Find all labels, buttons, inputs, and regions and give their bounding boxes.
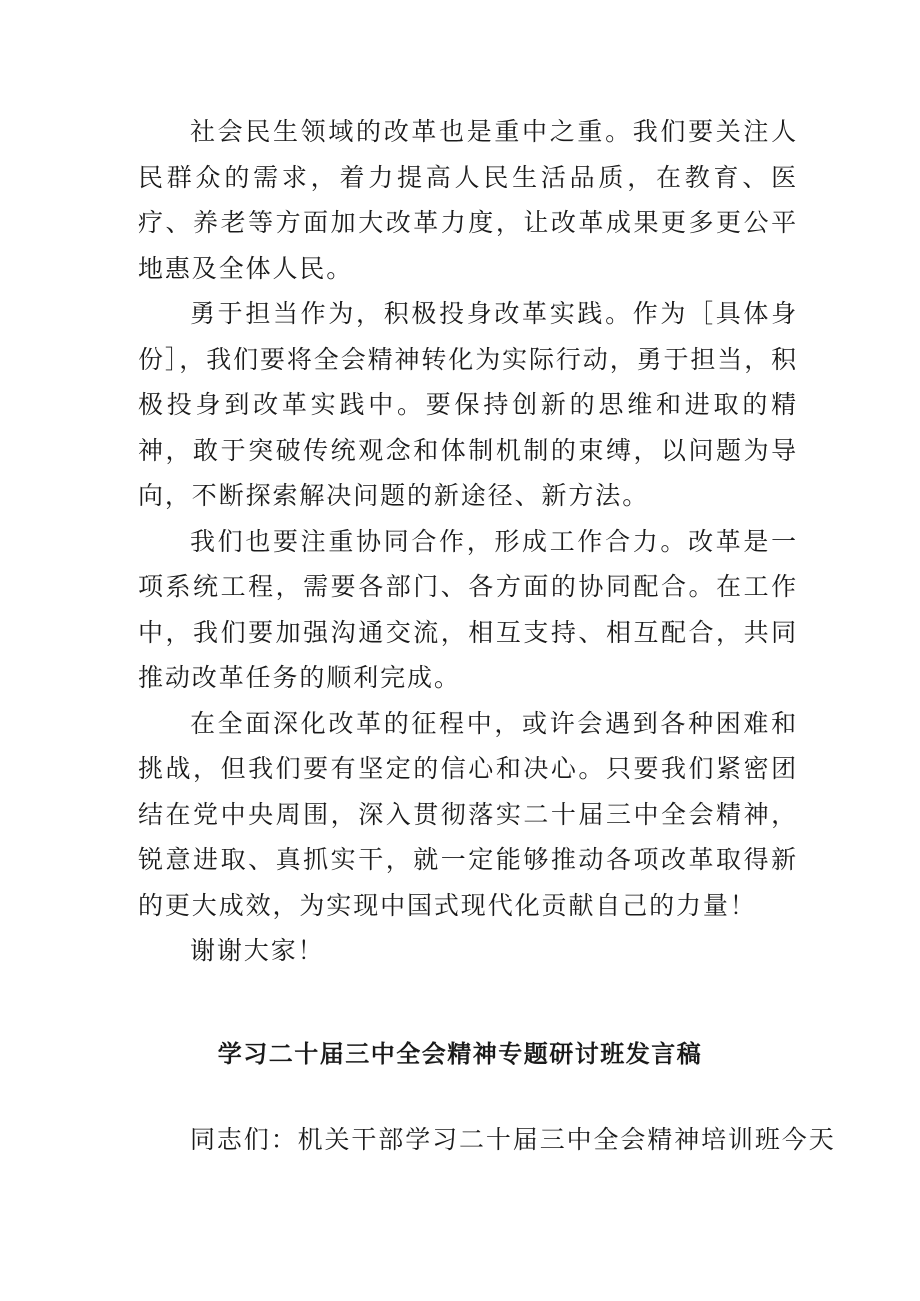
paragraph-confidence: 在全面深化改革的征程中，或许会遇到各种困难和挑战，但我们要有坚定的信心和决心。只要我们紧密团结在党中央周围，深入贯彻落实二十届三中全会精神，锐意进取、真抓实干，就一定能够推动各项改革取得新的更大成效，为实现中国式现代化贡献自己的力量！: [138, 708, 798, 920]
paragraph-thanks: 谢谢大家！: [190, 936, 325, 965]
paragraph-collaboration: 我们也要注重协同合作，形成工作合力。改革是一项系统工程，需要各部门、各方面的协同配合。在工作中，我们要加强沟通交流，相互支持、相互配合，共同推动改革任务的顺利完成。: [138, 526, 798, 692]
document-body: [138, 109, 798, 974]
section-title: 学习二十届三中全会精神专题研讨班发言稿: [217, 1039, 703, 1068]
paragraph-take-responsibility: 勇于担当作为，积极投身改革实践。作为［具体身份］，我们要将全会精神转化为实际行动，勇于担当，积极投身到改革实践中。要保持创新的思维和进取的精神，敢于突破传统观念和体制机制的束缚，以问题为导向，不断探索解决问题的新途径、新方法。: [138, 299, 799, 510]
paragraph-opening: 同志们：机关干部学习二十届三中全会精神培训班今天: [190, 1125, 836, 1154]
paragraph-livelihood-reform: 社会民生领域的改革也是重中之重。我们要关注人民群众的需求，着力提高人民生活品质，在教育、医疗、养老等方面加大改革力度，让改革成果更多更公平地惠及全体人民。: [138, 117, 798, 283]
